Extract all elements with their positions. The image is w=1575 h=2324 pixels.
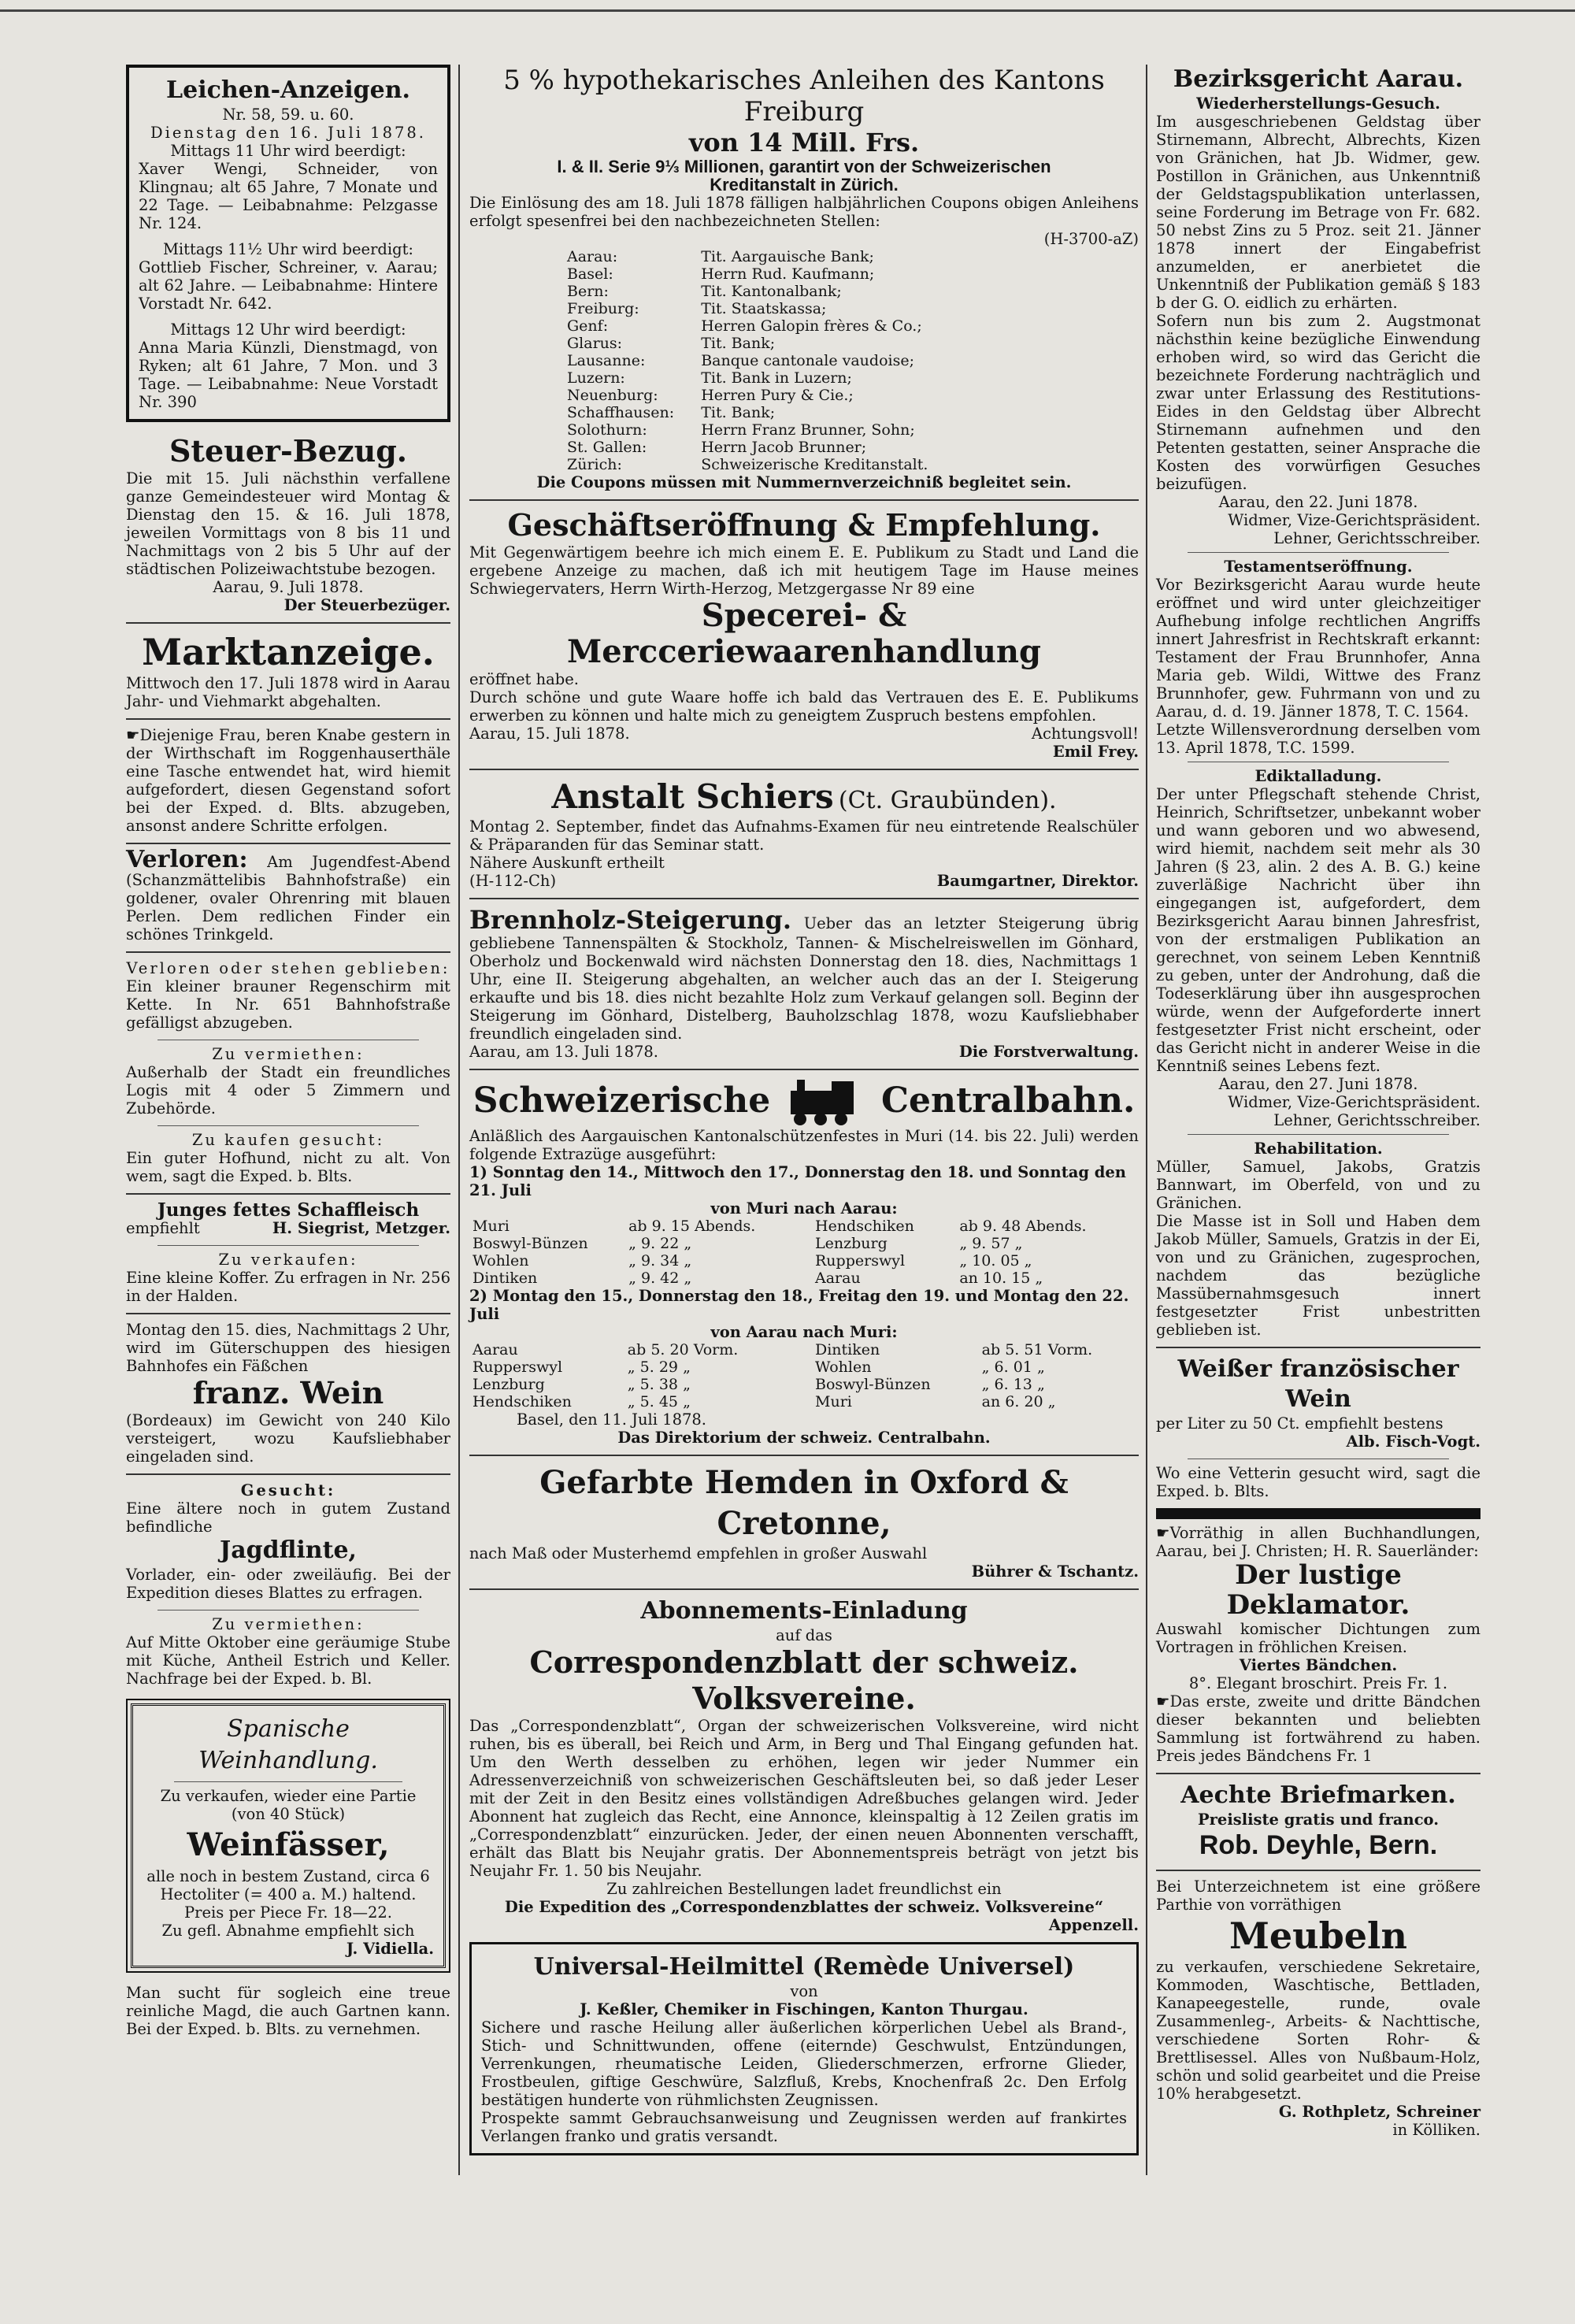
schaffleisch-ad [126, 1201, 450, 1237]
stellen-row-cell: Schaffhausen: [567, 404, 675, 421]
stellen-row [564, 335, 973, 352]
timetable-row-cell: ab 9. 15 Abends. [628, 1217, 756, 1235]
schirm-text: Ein kleiner brauner Regenschirm mit Kette. In Nr. 651 Bahnhofstraße gefälligst abzugeben. [126, 977, 450, 1032]
timetable-row-cell: „ 6. 13 „ [981, 1375, 1045, 1393]
stellen-row-cell: Schweizerische Kreditanstalt. [701, 456, 928, 473]
hemden-signature: Bührer & Tschantz. [971, 1562, 1139, 1581]
stellen-row-cell: Bern: [567, 283, 609, 300]
abo-place: Appenzell. [1048, 1915, 1139, 1934]
timetable-row-cell: „ 5. 38 „ [627, 1375, 691, 1393]
stellen-row [564, 248, 973, 265]
timetable-row-cell: „ 6. 01 „ [981, 1358, 1045, 1376]
stellen-row [564, 387, 973, 404]
timetable-row-cell: „ 10. 05 „ [959, 1251, 1032, 1269]
abo-big: Correspondenzblatt der schweiz. Volksvereine. [529, 1644, 1079, 1716]
divider [1188, 552, 1449, 553]
stellen-row-cell: Neuenburg: [567, 387, 658, 404]
brennholz-date: Aarau, am 13. Juli 1878. [469, 1043, 659, 1061]
verloren-notice [126, 846, 450, 943]
bezirk-title: Bezirksgericht Aarau. [1173, 65, 1464, 93]
anleihen-freiburg [469, 65, 1139, 491]
bahn-intro: Anläßlich des Aargauischen Kantonalschützenfestes in Muri (14. bis 22. Juli) werden folgende Extrazüge ausgeführt: [469, 1126, 1139, 1163]
timetable-row [469, 1358, 796, 1376]
divider [126, 843, 450, 844]
divider [1156, 1773, 1480, 1774]
gesucht-head: Gesucht: [240, 1481, 336, 1499]
bezirk-t3: Der unter Pflegschaft stehende Christ, Heinrich, Schriftsetzer, unbekannt wober und wann geboren und wo abwesend, wird hiemit, nachdem seit mehr als 30 Jahren (§ 23, alin. 2 des A. B. G.) keine zuverläßige Nachricht über ihn eingegangen ist, aufgefordert, dem Bezirksgericht Aarau binnen Jahresfrist, von der erstmaligen Publikation an gerechnet, von seinem Leben Kenntniß zu geben, unter der Androhung, daß die Todeserklärung über ihn ausgesprochen würde, wenn der Aufgeforderte innert festgesetzter Frist nicht erscheint, oder das Gericht nicht in anderer Weise in die Kenntniß seines Lebens fezt. [1156, 785, 1480, 1075]
timetable-row-cell: Hendschiken [815, 1217, 914, 1235]
stellen-row [564, 404, 973, 421]
wein-title: franz. Wein [192, 1375, 384, 1410]
timetable-row-cell: „ 5. 29 „ [627, 1358, 691, 1376]
divider [126, 1193, 450, 1195]
timetable-row-cell: „ 5. 45 „ [627, 1392, 691, 1410]
timetable-row-cell: Rupperswyl [815, 1251, 906, 1269]
stellen-row-cell: St. Gallen: [567, 439, 647, 456]
gesucht-title: Jagdflinte, [220, 1536, 357, 1564]
stellen-row [564, 265, 973, 283]
leichen-numbers: Nr. 58, 59. u. 60. [222, 106, 354, 124]
timetable-row [812, 1252, 1139, 1269]
vermiethen-text: Außerhalb der Stadt ein freundliches Logis mit 4 oder 5 Zimmern und Zubehörde. [126, 1063, 450, 1118]
vermiethen2-notice [126, 1615, 450, 1688]
timetable-row [469, 1341, 796, 1358]
stellen-row [564, 439, 973, 456]
bezirk-t4b: Die Masse ist in Soll und Haben dem Jakob Müller, Samuels, Gratzis in der Ei, von und zu Gränichen, zugesprochen, nachdem das bezügliche Massübernahmsgesuch innert festgesetzter Frist unbestritten geblieben ist. [1156, 1212, 1480, 1339]
schiers-code: (H-112-Ch) [469, 872, 557, 890]
schaf-left: empfiehlt [126, 1219, 200, 1237]
heil-text2: Prospekte sammt Gebrauchsanweisung und Zeugnissen werden auf frankirtes Verlangen franko und gratis versandt. [481, 2108, 1127, 2145]
spanisch-big: Weinfässer, [187, 1826, 390, 1863]
heil-maker: J. Keßler, Chemiker in Fischingen, Kanton Thurgau. [580, 2000, 1028, 2018]
steuer-bezug [126, 433, 450, 614]
divider [469, 898, 1139, 899]
meubeln-place: in Kölliken. [1392, 2121, 1480, 2139]
locomotive-icon [783, 1080, 869, 1127]
timetable-row [469, 1376, 796, 1393]
abo-text: Das „Correspondenzblatt“, Organ der schweizerischen Volksvereine, wird nicht ruhen, bis es überall, bei Reich und Arm, in Berg und Thal Eingang gefunden hat. Um den Werth desselben zu erhöhen, legen wir jeder Nummer ein Adressenverzeichniß von schweizerischen Geschäftsleuten bei, so daß jeder Leser mit der Zeit in den Besitz eines vollständigen Adreßbuches gelangen wird. Jeder Abonnent hat zugleich das Recht, eine Annonce, kleinspaltig à 12 Zeilen gratis im „Correspondenzblatt“ einzurücken. Jeder, der einen neuen Abonnenten verschafft, erhält das Blatt bis Neujahr gratis. Der Abonnementspreis beträgt von jetzt bis Neujahr Fr. 1. 50 bis Neujahr. [469, 1716, 1139, 1880]
divider [126, 718, 450, 720]
stellen-row-cell: Herren Pury & Cie.; [701, 387, 854, 404]
meubeln-title: Meubeln [1229, 1914, 1407, 1957]
bahn-route1: von Muri nach Aarau: [710, 1199, 898, 1218]
stellen-row-cell: Glarus: [567, 335, 623, 352]
timetable-row-cell: an 10. 15 „ [959, 1269, 1043, 1287]
schiers-text: Montag 2. September, findet das Aufnahms-Examen für neu eintretende Realschüler & Präparanden für das Seminar statt. [469, 817, 1139, 854]
divider [126, 1473, 450, 1475]
geschaeft-text3: Durch schöne und gute Waare hoffe ich bald das Vertrauen des E. E. Publikums erwerben zu können und halte mich zu geneigtem Zuspruch bestens empfohlen. [469, 688, 1139, 725]
stellen-row-cell: Solothurn: [567, 421, 647, 439]
geschaeftseroeffnung [469, 507, 1139, 761]
verkaufen-text: Eine kleine Koffer. Zu erfragen in Nr. 256 in der Halden. [126, 1269, 450, 1305]
wein-text: (Bordeaux) im Gewicht von 240 Kilo versteigert, wozu Kaufsliebhaber eingeladen sind. [126, 1411, 450, 1466]
geschaeft-mid: Achtungsvoll! [1031, 725, 1139, 743]
stellen-row-cell: Aarau: [567, 248, 618, 265]
abo-text2: Zu zahlreichen Bestellungen ladet freundlichst ein [606, 1879, 1002, 1898]
briefmarken-ad [1156, 1781, 1480, 1862]
anleihen-intro: Die Einlösung des am 18. Juli 1878 fälligen halbjährlichen Coupons obigen Anleihens erfolgt spesenfrei bei den nachbezeichneten Stellen: [469, 194, 1139, 230]
leichen-anzeigen [126, 65, 450, 422]
timetable-row-cell: ab 5. 20 Vorm. [627, 1340, 739, 1358]
bahn-table-2-right [812, 1341, 1139, 1410]
schiers-text2: Nähere Auskunft ertheilt [469, 854, 665, 872]
geschaeft-date: Aarau, 15. Juli 1878. [469, 725, 630, 743]
bahn-title2: Centralbahn. [880, 1080, 1136, 1121]
meubeln-text: zu verkaufen, verschiedene Sekretaire, Kommoden, Waschtische, Bettladen, Kanapeegestelle, runde, ovale Zusammenleg-, Arbeits- & Nachttische, verschiedene Sorten Rohr- & Brettlisessel. Alles von Nußbaum-Holz, schön und solid gearbeitet und die Preise 10% herabgesetzt. [1156, 1958, 1480, 2103]
hemden-ad [469, 1462, 1139, 1581]
timetable-row [812, 1269, 1139, 1287]
bahn-h2: 2) Montag den 15., Donnerstag den 18., Freitag den 19. und Montag den 22. Juli [469, 1286, 1129, 1323]
brennholz-text: Ueber das an letzter Steigerung übrig gebliebene Tannenspälten & Stockholz, Tannen- & Mischelreiswellen im Gönhard, Oberholz und Bockenwald wird nächsten Donnerstag den 18. dies, Nachmittags 1 Uhr, eine II. Steigerung abgehalten, an welcher auch das an der I. Steigerung erkaufte und bis 18. dies nicht bezahlte Holz zum Verkauf gelangen soll. Beginn der Steigerung im Gönhard, Distelberg, Bauholzschlag 1878, wozu Kaufsliebhaber freundlich eingeladen sind. [469, 914, 1139, 1043]
divider [469, 1455, 1139, 1456]
verloren-text: Am Jugendfest-Abend (Schanzmättelibis Bahnhofstraße) ein goldener, ovaler Ohrenring mit blauen Perlen. Dem redlichen Finder ein schönes Trinkgeld. [126, 853, 450, 943]
hemden-title: Gefarbte Hemden in Oxford & Cretonne, [539, 1463, 1069, 1542]
bezirk-t4: Müller, Samuel, Jakobs, Gratzis Bannwart, im Oberfeld, von und zu Gränichen. [1156, 1158, 1480, 1212]
stellen-row-cell: Freiburg: [567, 300, 639, 317]
abo-title: Abonnements-Einladung [640, 1596, 968, 1625]
bahn-table-1-left [469, 1218, 796, 1287]
stellen-row-cell: Genf: [567, 317, 609, 335]
weisser-wein [1156, 1355, 1480, 1451]
pointing-hand-icon: ☛ [126, 726, 140, 744]
kaufen-head: Zu kaufen gesucht: [191, 1131, 385, 1149]
timetable-row-cell: ab 9. 48 Abends. [959, 1217, 1087, 1235]
gesucht-notice [126, 1481, 450, 1602]
steuer-date: Aarau, 9. Juli 1878. [213, 578, 364, 596]
deklamator-text: Auswahl komischer Dichtungen zum Vortragen in fröhlichen Kreisen. [1156, 1620, 1480, 1656]
bezirk-s3b: Lehner, Gerichtsschreiber. [1273, 1111, 1480, 1129]
vermiethen-notice [126, 1045, 450, 1118]
gesucht-text2: Vorlader, ein- oder zweiläufig. Bei der Expedition dieses Blattes zu erfragen. [126, 1566, 450, 1602]
bahn-h1: 1) Sonntag den 14., Mittwoch den 17., Donnerstag den 18. und Sonntag den 21. Juli [469, 1162, 1126, 1199]
stellen-row [564, 283, 973, 300]
leichen-title: Leichen-Anzeigen. [166, 76, 410, 104]
timetable-row-cell: an 6. 20 „ [981, 1392, 1056, 1410]
geschaeft-big: Specerei- & Mercceriewaarenhandlung [567, 597, 1041, 670]
divider [1156, 1870, 1480, 1871]
divider [469, 499, 1139, 501]
stellen-row-cell: Tit. Aargauische Bank; [701, 248, 874, 265]
heil-von: von [790, 1981, 818, 2000]
centralbahn [469, 1077, 1139, 1447]
stellen-row [564, 300, 973, 317]
stellen-row-cell: Zürich: [567, 456, 622, 473]
bezirk-t1: Im ausgeschriebenen Geldstag über Stirnemann, Albrecht, Albrechts, Kizen von Gränichen, hat Jb. Widmer, gew. Postillon in Gränichen, aus Unkenntniß der Geldstagspublikation unterlassen, seine Forderung im Betrage von Fr. 682. 50 nebst Zins zu 5 Proz. seit 21. Jänner 1878 innert der Eingabefrist anzumelden, er anerbietet die Unkenntniß der Publikation gemäß § 183 b der G. O. eidlich zu erhärten. [1156, 113, 1480, 312]
divider [126, 1313, 450, 1314]
stellen-row-cell: Tit. Bank; [701, 335, 776, 352]
heil-text: Sichere und rasche Heilung aller äußerlichen körperlichen Uebel als Brand-, Stich- und Schnittwunden, offene (eiternde) Geschwulst, Entzündungen, Verrenkungen, rheumatische Leiden, Gliederschmerzen, erfrorne Glieder, Frostbeulen, giftige Geschwüre, Salzfluß, Krebs, Knochenfraß 2c. Den Erfolg bestätigen hunderte von rühmlichsten Zeugnissen. [481, 2018, 1127, 2109]
timetable-row-cell: Muri [815, 1392, 852, 1410]
stellen-row [564, 352, 973, 369]
schiers-place: (Ct. Graubünden). [838, 787, 1057, 814]
timetable-row-cell: „ 9. 22 „ [628, 1234, 692, 1252]
meubeln-ad [1156, 1877, 1480, 2139]
bezirk-s1b: Lehner, Gerichtsschreiber. [1273, 529, 1480, 547]
stellen-row [564, 456, 973, 473]
bezirk-s1a: Widmer, Vize-Gerichtspräsident. [1228, 511, 1480, 529]
divider [469, 769, 1139, 770]
bezirk-s3a: Widmer, Vize-Gerichtspräsident. [1228, 1093, 1480, 1111]
kaufen-notice [126, 1131, 450, 1185]
timetable-row [812, 1341, 1139, 1358]
bezirk-t1b: Sofern nun bis zum 2. Augstmonat nächsthin keine bezügliche Einwendung erhoben wird, so wird das Gericht die bezeichnete Forderung nachträglich und zwar unter Erlassung des Restitutions-Eides in den Geldstag über Albrecht Stirnemann aufnehmen und den Petenten gestatten, seiner Ansprache die Kosten des vorwürfigen Gesuches beizufügen. [1156, 312, 1480, 493]
frau-notice [126, 726, 450, 835]
abo-signature: Die Expedition des „Correspondenzblattes der schweiz. Volksvereine“ [504, 1897, 1104, 1916]
anleihen-sub2: Kreditanstalt in Zürich. [710, 175, 899, 195]
frau-text: Diejenige Frau, beren Knabe gestern in der Wirthschaft im Roggenhauserthäle eine Tasche entwendet hat, wird hiemit aufgefordert, diesen Gegenstand sofort bei der Exped. d. Blts. abzugeben, ansonst andere Schritte erfolgen. [126, 726, 450, 835]
stellen-row-cell: Herren Galopin frères & Co.; [701, 317, 922, 335]
heil-title: Universal-Heilmittel (Remède Universel) [533, 1952, 1075, 1981]
wein-auction [126, 1321, 450, 1466]
bezirk-h4: Rehabilitation. [1254, 1140, 1383, 1158]
bahn-title1: Schweizerische [472, 1080, 771, 1121]
bezirk-d3: Aarau, den 27. Juni 1878. [1218, 1075, 1418, 1093]
anstalt-schiers [469, 777, 1139, 890]
divider [126, 622, 450, 624]
timetable-row-cell: ab 5. 51 Vorm. [981, 1340, 1093, 1358]
vermiethen-head: Zu vermiethen: [212, 1045, 365, 1063]
timetable-row-cell: Boswyl-Bünzen [472, 1234, 588, 1252]
stellen-row-cell: Herrn Rud. Kaufmann; [701, 265, 875, 283]
spanisch-tail: Zu gefl. Abnahme empfiehlt sich [161, 1922, 415, 1940]
timetable-row [812, 1218, 1139, 1235]
timetable-row-cell: Lenzburg [472, 1375, 545, 1393]
timetable-row [469, 1218, 796, 1235]
abonnements-einladung [469, 1596, 1139, 1934]
bahn-table-2-left [469, 1341, 796, 1410]
schaf-signature: H. Siegrist, Metzger. [272, 1219, 450, 1237]
divider [174, 1781, 402, 1782]
schirm-notice [126, 959, 450, 1032]
deklamator-sub: Viertes Bändchen. [1239, 1656, 1398, 1674]
stellen-row-cell: Banque cantonale vaudoise; [701, 352, 914, 369]
brief-sub: Preisliste gratis und franco. [1197, 1811, 1440, 1829]
stellen-row [564, 317, 973, 335]
timetable-row-cell: Hendschiken [472, 1392, 572, 1410]
timetable-row-cell: Lenzburg [815, 1234, 888, 1252]
bezirk-t2: Vor Bezirksgericht Aarau wurde heute eröffnet und wird unter gleichzeitiger Aufhebung infolge rechtlichen Angriffs innert Jahresfrist in Rechtskraft erkannt: Testament der Frau Brunnhofer, Anna Maria geb. Wildi, Wittwe des Franz Brunnhofer, gew. Fuhrmann von und zu Aarau, d. d. 19. Jänner 1878, T. C. 1564. [1156, 576, 1480, 721]
brief-title: Aechte Briefmarken. [1180, 1781, 1456, 1809]
bezirk-h2: Testamentseröffnung. [1224, 558, 1413, 576]
abo-mid: auf das [776, 1625, 832, 1644]
stellen-row-cell: Lausanne: [567, 352, 646, 369]
bezirk-h1: Wiederherstellungs-Gesuch. [1196, 95, 1440, 113]
timetable-row [469, 1269, 796, 1287]
leichen-entry-time: Mittags 11 Uhr wird beerdigt: [170, 142, 406, 160]
divider [1188, 1134, 1449, 1135]
meubeln-intro: Bei Unterzeichnetem ist eine größere Parthie von vorräthigen [1156, 1877, 1480, 1914]
timetable-row-cell: „ 9. 42 „ [628, 1269, 692, 1287]
column-rule-1 [458, 65, 460, 2175]
stellen-row [564, 369, 973, 387]
column-left [126, 65, 450, 2038]
stellen-row-cell: Basel: [567, 265, 613, 283]
spanisch-title: Spanische Weinhandlung. [198, 1715, 378, 1774]
brief-firm: Rob. Deyhle, Bern. [1199, 1830, 1438, 1860]
deklamator-intro: Vorräthig in allen Buchhandlungen, Aarau, bei J. Christen; H. R. Sauerländer: [1156, 1524, 1480, 1560]
weisser-text: per Liter zu 50 Ct. empfiehlt bestens [1156, 1414, 1443, 1433]
steuer-signature: Der Steuerbezüger. [284, 596, 450, 614]
verkaufen-head: Zu verkaufen: [218, 1251, 358, 1269]
schirm-head: Verloren oder stehen geblieben: [126, 959, 450, 977]
geschaeft-text2: eröffnet habe. [469, 670, 579, 688]
bahn-table-1-right [812, 1218, 1139, 1287]
timetable-row-cell: Boswyl-Bünzen [815, 1375, 931, 1393]
weisser-title: Weißer französischer Wein [1177, 1355, 1459, 1413]
marktanzeige [126, 630, 450, 710]
anleihen-title1: 5 % hypothekarisches Anleihen des Kantons Freiburg [503, 65, 1105, 128]
bezirk-h3: Ediktalladung. [1254, 767, 1382, 785]
bezirk-t2b: Letzte Willensverordnung derselben vom 13. April 1878, T.C. 1599. [1156, 721, 1480, 757]
kaufen-text: Ein guter Hofhund, nicht zu alt. Von wem, sagt die Exped. b. Blts. [126, 1149, 450, 1185]
leichen-entry-time: Mittags 12 Uhr wird beerdigt: [170, 321, 406, 339]
spanisch-signature: J. Vidiella. [346, 1940, 434, 1958]
weisser-signature: Alb. Fisch-Vogt. [1346, 1433, 1480, 1451]
timetable-row-cell: Muri [472, 1217, 510, 1235]
gesucht-text: Eine ältere noch in gutem Zustand befindliche [126, 1499, 450, 1536]
divider [126, 951, 450, 953]
bahn-signature: Das Direktorium der schweiz. Centralbahn. [617, 1428, 991, 1447]
deklamator-title: Der lustige Deklamator. [1226, 1559, 1410, 1621]
timetable-row-cell: Aarau [815, 1269, 861, 1287]
top-rule [0, 9, 1575, 12]
deklamator-ad [1156, 1524, 1480, 1765]
timetable-row [469, 1252, 796, 1269]
steuer-text: Die mit 15. Juli nächsthin verfallene ganze Gemeindesteuer wird Montag & Dienstag den 15. & 16. Juli 1878, jeweilen Vormittags von 8 bis 11 und Nachmittags von 2 bis 5 Uhr auf der städtischen Polizeiwachtstube bezogen. [126, 469, 450, 578]
stellen-row-cell: Luzern: [567, 369, 625, 387]
timetable-row-cell: „ 9. 57 „ [959, 1234, 1023, 1252]
verkaufen-notice [126, 1251, 450, 1305]
magd-notice: Man sucht für sogleich eine treue reinliche Magd, die auch Gartnen kann. Bei der Exped. b. Blts. zu vernehmen. [126, 1984, 450, 2038]
divider [158, 1125, 419, 1126]
schiers-title: Anstalt Schiers [551, 777, 834, 816]
divider [469, 1588, 1139, 1590]
timetable-row-cell: Rupperswyl [472, 1358, 563, 1376]
brennholz-title: Brennholz-Steigerung. [469, 905, 792, 935]
markt-text: Mittwoch den 17. Juli 1878 wird in Aarau Jahr- und Viehmarkt abgehalten. [126, 674, 450, 710]
timetable-row [812, 1393, 1139, 1410]
vetterin-notice: Wo eine Vetterin gesucht wird, sagt die Exped. b. Blts. [1156, 1464, 1480, 1500]
leichen-entry-text: Anna Maria Künzli, Dienstmagd, von Ryken; alt 61 Jahre, 7 Mon. und 3 Tage. — Leibabnahme: Neue Vorstadt Nr. 390 [139, 339, 438, 411]
divider [158, 1245, 419, 1246]
steuer-title: Steuer-Bezug. [169, 433, 408, 469]
timetable-row-cell: Aarau [472, 1340, 518, 1358]
leichen-date: Dienstag den 16. Juli 1878. [150, 124, 426, 142]
stellen-row-cell: Tit. Bank; [701, 404, 776, 421]
bahn-date: Basel, den 11. Juli 1878. [517, 1410, 706, 1429]
spanische-weinhandlung [131, 1703, 446, 1968]
deklamator-text2: Das erste, zweite und dritte Bändchen dieser bekannten und beliebten Sammlung ist fortwährend zu haben. Preis jedes Bändchens Fr. 1 [1156, 1692, 1480, 1765]
hemden-text: nach Maß oder Musterhemd empfehlen in großer Auswahl [469, 1544, 928, 1562]
anleihen-stellen-table [564, 248, 973, 473]
black-bar [1156, 1508, 1480, 1519]
markt-title: Marktanzeige. [142, 631, 435, 673]
pointing-hand-icon: ☛ [1156, 1692, 1170, 1711]
timetable-row-cell: Wohlen [815, 1358, 872, 1376]
anleihen-foot: Die Coupons müssen mit Nummernverzeichniß begleitet sein. [536, 473, 1072, 491]
spanisch-intro: Zu verkaufen, wieder eine Partie (von 40 Stück) [160, 1787, 417, 1823]
stellen-row-cell: Tit. Bank in Luzern; [701, 369, 852, 387]
leichen-entry-text: Xaver Wengi, Schneider, von Klingnau; alt 65 Jahre, 7 Monate und 22 Tage. — Leibabnahme: Pelzgasse Nr. 124. [139, 160, 438, 232]
pointing-hand-icon: ☛ [1156, 1524, 1170, 1542]
timetable-row [812, 1358, 1139, 1376]
timetable-row-cell: „ 9. 34 „ [628, 1251, 692, 1269]
brennholz-steigerung [469, 906, 1139, 1061]
timetable-row [812, 1376, 1139, 1393]
divider [1156, 1347, 1480, 1348]
deklamator-price: 8°. Elegant broschirt. Preis Fr. 1. [1188, 1674, 1448, 1692]
column-middle [469, 65, 1139, 2166]
column-rule-2 [1146, 65, 1147, 2175]
timetable-row [812, 1235, 1139, 1252]
vermiethen2-head: Zu vermiethen: [212, 1615, 365, 1633]
geschaeft-signature: Emil Frey. [1052, 743, 1139, 761]
anleihen-sub1: I. & II. Serie 9⅓ Millionen, garantirt von der Schweizerischen [557, 157, 1051, 176]
timetable-row [469, 1235, 796, 1252]
brennholz-signature: Die Forstverwaltung. [958, 1043, 1139, 1061]
stellen-row-cell: Tit. Kantonalbank; [701, 283, 842, 300]
bezirk-d1: Aarau, den 22. Juni 1878. [1218, 493, 1418, 511]
universal-heilmittel [469, 1942, 1139, 2155]
verloren-title: Verloren: [126, 846, 248, 873]
meubeln-signature: G. Rothpletz, Schreiner [1278, 2103, 1480, 2121]
timetable-row-cell: Dintiken [815, 1340, 880, 1358]
geschaeft-title: Geschäftseröffnung & Empfehlung. [507, 507, 1101, 543]
spanisch-text: alle noch in bestem Zustand, circa 6 Hectoliter (= 400 a. M.) haltend. Preis per Piece Fr. 18—22. [146, 1867, 430, 1922]
stellen-row [564, 421, 973, 439]
vermiethen2-text: Auf Mitte Oktober eine geräumige Stube mit Küche, Antheil Estrich und Keller. Nachfrage bei der Exped. b. Bl. [126, 1633, 450, 1688]
schaf-title: Junges fettes Schaffleisch [157, 1199, 420, 1221]
anleihen-title2: von 14 Mill. Frs. [688, 128, 920, 158]
geschaeft-text: Mit Gegenwärtigem beehre ich mich einem E. E. Publikum zu Stadt und Land die ergebene Anzeige zu machen, daß ich mit heutigem Tage im Hause meines Schwiegervaters, Herrn Wirth-Herzog, Metzgergasse Nr 89 eine [469, 543, 1139, 598]
stellen-row-cell: Herrn Franz Brunner, Sohn; [701, 421, 915, 439]
leichen-entry-time: Mittags 11½ Uhr wird beerdigt: [162, 240, 414, 258]
timetable-row [469, 1393, 796, 1410]
schiers-signature: Baumgartner, Direktor. [936, 872, 1139, 890]
divider [469, 1069, 1139, 1070]
bezirksgericht [1156, 65, 1480, 1339]
timetable-row-cell: Dintiken [472, 1269, 538, 1287]
bahn-route2: von Aarau nach Muri: [710, 1322, 898, 1341]
column-right [1156, 65, 1480, 2147]
leichen-entry-text: Gottlieb Fischer, Schreiner, v. Aarau; alt 62 Jahre. — Leibabnahme: Hintere Vorstadt Nr. 642. [139, 258, 438, 313]
timetable-row-cell: Wohlen [472, 1251, 529, 1269]
wein-intro: Montag den 15. dies, Nachmittags 2 Uhr, wird im Güterschuppen des hiesigen Bahnhofes ein Fäßchen [126, 1321, 450, 1375]
stellen-row-cell: Herrn Jacob Brunner; [701, 439, 867, 456]
anleihen-code: (H-3700-aZ) [1043, 230, 1139, 248]
stellen-row-cell: Tit. Staatskassa; [701, 300, 827, 317]
